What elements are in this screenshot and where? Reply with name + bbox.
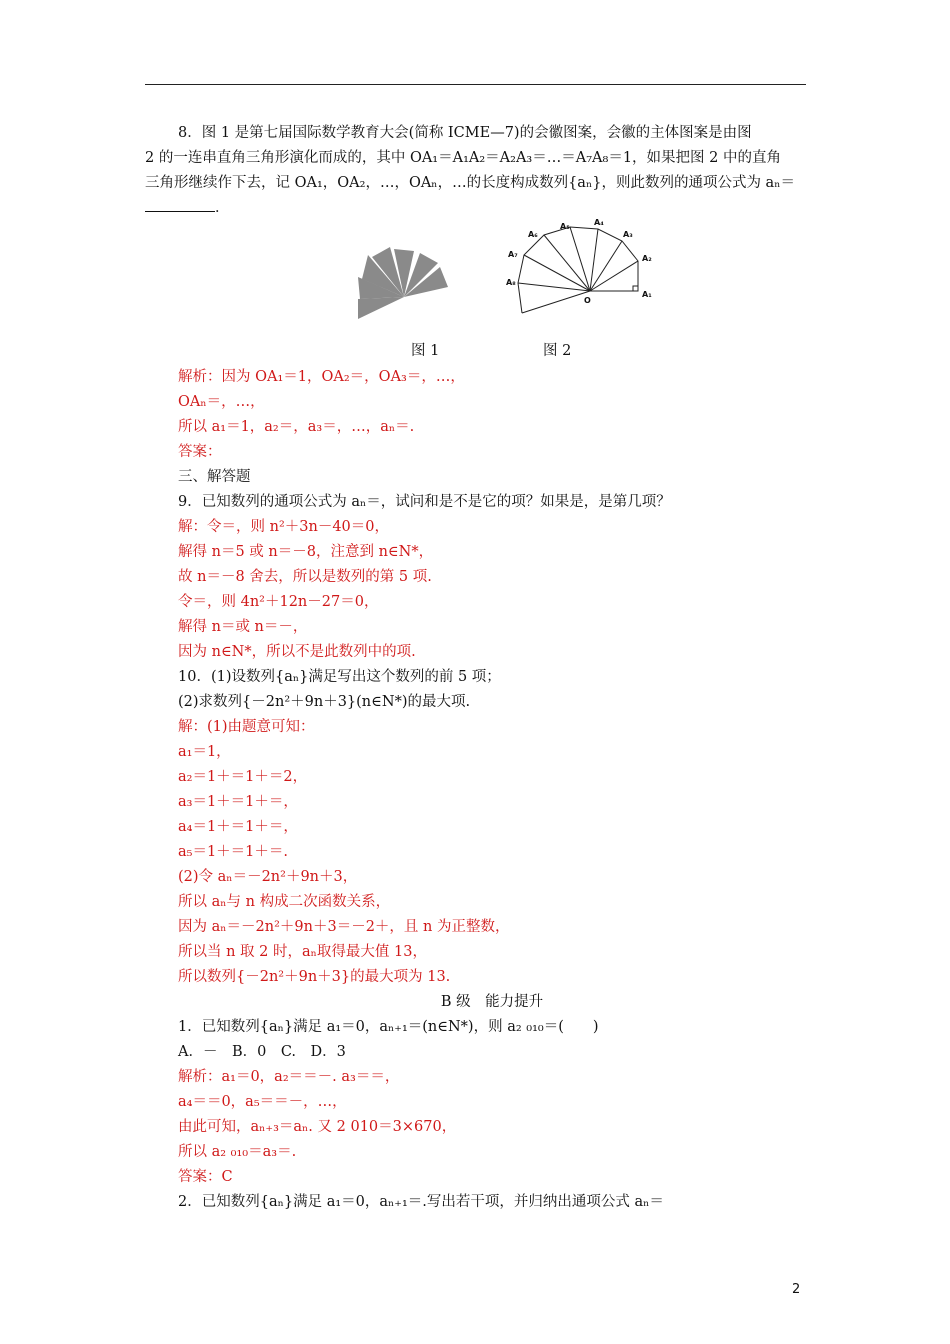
page-number: 2	[792, 1282, 801, 1297]
text-line: 所以数列{－2n²＋9n＋3}的最大项为 13.	[178, 969, 451, 985]
text-line: 答案：C	[178, 1169, 233, 1185]
label-a5: A₅	[560, 222, 570, 231]
text-line: 10．(1)设数列{aₙ}满足写出这个数列的前 5 项；	[178, 669, 501, 685]
text-line: B 级 能力提升	[440, 994, 544, 1010]
text-line: a₂＝1＋＝1＋＝2，	[178, 769, 308, 785]
label-a2: A₂	[642, 254, 652, 263]
q8-line-4: ．	[145, 196, 806, 221]
text-line: 所以当 n 取 2 时，aₙ取得最大值 13，	[178, 944, 427, 960]
text-line: a₄＝＝0，a₅＝＝－，…，	[178, 1094, 347, 1110]
label-a3: A₃	[623, 230, 633, 239]
text-line: 9．已知数列的通项公式为 aₙ＝，试问和是不是它的项？如果是，是第几项？	[178, 494, 671, 510]
text-line: 因为 n∈N*，所以不是此数列中的项.	[178, 644, 416, 660]
text-line: 解得 n＝或 n＝－，	[178, 619, 308, 635]
text-line: 解得 n＝5 或 n＝－8，注意到 n∈N*，	[178, 544, 434, 560]
text-line: 解析：a₁＝0，a₂＝＝－. a₃＝＝，	[178, 1069, 400, 1085]
text-line: (2)求数列{－2n²＋9n＋3}(n∈N*)的最大项.	[178, 694, 471, 710]
figure-1-caption: 图 1	[411, 343, 440, 359]
text-line: 故 n＝－8 舍去，所以是数列的第 5 项.	[178, 569, 432, 585]
label-a7: A₇	[508, 250, 518, 259]
label-o: O	[584, 296, 591, 305]
q8-line-3: 三角形继续作下去，记 OA₁，OA₂，…，OAₙ，…的长度构成数列{aₙ}，则此数列的通项公式为 aₙ＝	[145, 175, 795, 191]
text-line: a₅＝1＋＝1＋＝.	[178, 844, 289, 860]
text-line: A．－ B．0 C. D．3	[178, 1044, 346, 1060]
text-line: 因为 aₙ＝－2n²＋9n＋3＝－2＋，且 n 为正整数，	[178, 919, 510, 935]
text-line: 所以 aₙ与 n 构成二次函数关系，	[178, 894, 391, 910]
q8-line-2: 2 的一连串直角三角形演化而成的，其中 OA₁＝A₁A₂＝A₂A₃＝…＝A₇A₈＝1，如果把图 2 中的直角	[145, 150, 781, 166]
header-rule	[145, 84, 806, 85]
text-line: 1．已知数列{aₙ}满足 a₁＝0，aₙ₊₁＝(n∈N*)，则 a₂ ₀₁₀＝( )	[178, 1019, 599, 1035]
label-a1: A₁	[642, 290, 652, 299]
text-line: 所以 a₂ ₀₁₀＝a₃＝.	[178, 1144, 297, 1160]
text-line: 三、解答题	[178, 469, 251, 485]
document-body	[145, 121, 806, 1215]
text-line: 所以 a₁＝1，a₂＝，a₃＝，…，aₙ＝.	[178, 419, 415, 435]
text-line: a₄＝1＋＝1＋＝，	[178, 819, 298, 835]
text-line: 解：令＝，则 n²＋3n－40＝0，	[178, 519, 389, 535]
text-line: OAₙ＝，…，	[178, 394, 265, 410]
figure-1-area	[354, 245, 454, 315]
text-line: (2)令 aₙ＝－2n²＋9n＋3，	[178, 869, 358, 885]
question-8	[145, 121, 806, 221]
text-line: a₃＝1＋＝1＋＝，	[178, 794, 298, 810]
figure-2-diagram	[498, 217, 652, 327]
text-line: 令＝，则 4n²＋12n－27＝0，	[178, 594, 379, 610]
q8-line-1: 8．图 1 是第七届国际数学教育大会(简称 ICME—7)的会徽图案，会徽的主体图案是由图	[178, 125, 752, 141]
text-line: 解：(1)由题意可知：	[178, 719, 315, 735]
answer-blank	[145, 197, 215, 212]
text-line: 解析：因为 OA₁＝1，OA₂＝，OA₃＝，…，	[178, 369, 465, 385]
text-line: 答案：	[178, 444, 222, 460]
label-a6: A₆	[528, 230, 538, 239]
text-line: 由此可知，aₙ₊₃＝aₙ. 又 2 010＝3×670，	[178, 1119, 457, 1135]
figures	[178, 218, 806, 365]
figure-2-caption: 图 2	[543, 343, 572, 359]
label-a8: A₈	[506, 278, 516, 287]
label-a4: A₄	[594, 218, 604, 227]
solution-lines	[178, 365, 806, 1215]
text-line: a₁＝1，	[178, 744, 231, 760]
text-line: 2．已知数列{aₙ}满足 a₁＝0，aₙ₊₁＝.写出若干项，并归纳出通项公式 aₙ＝	[178, 1194, 664, 1210]
